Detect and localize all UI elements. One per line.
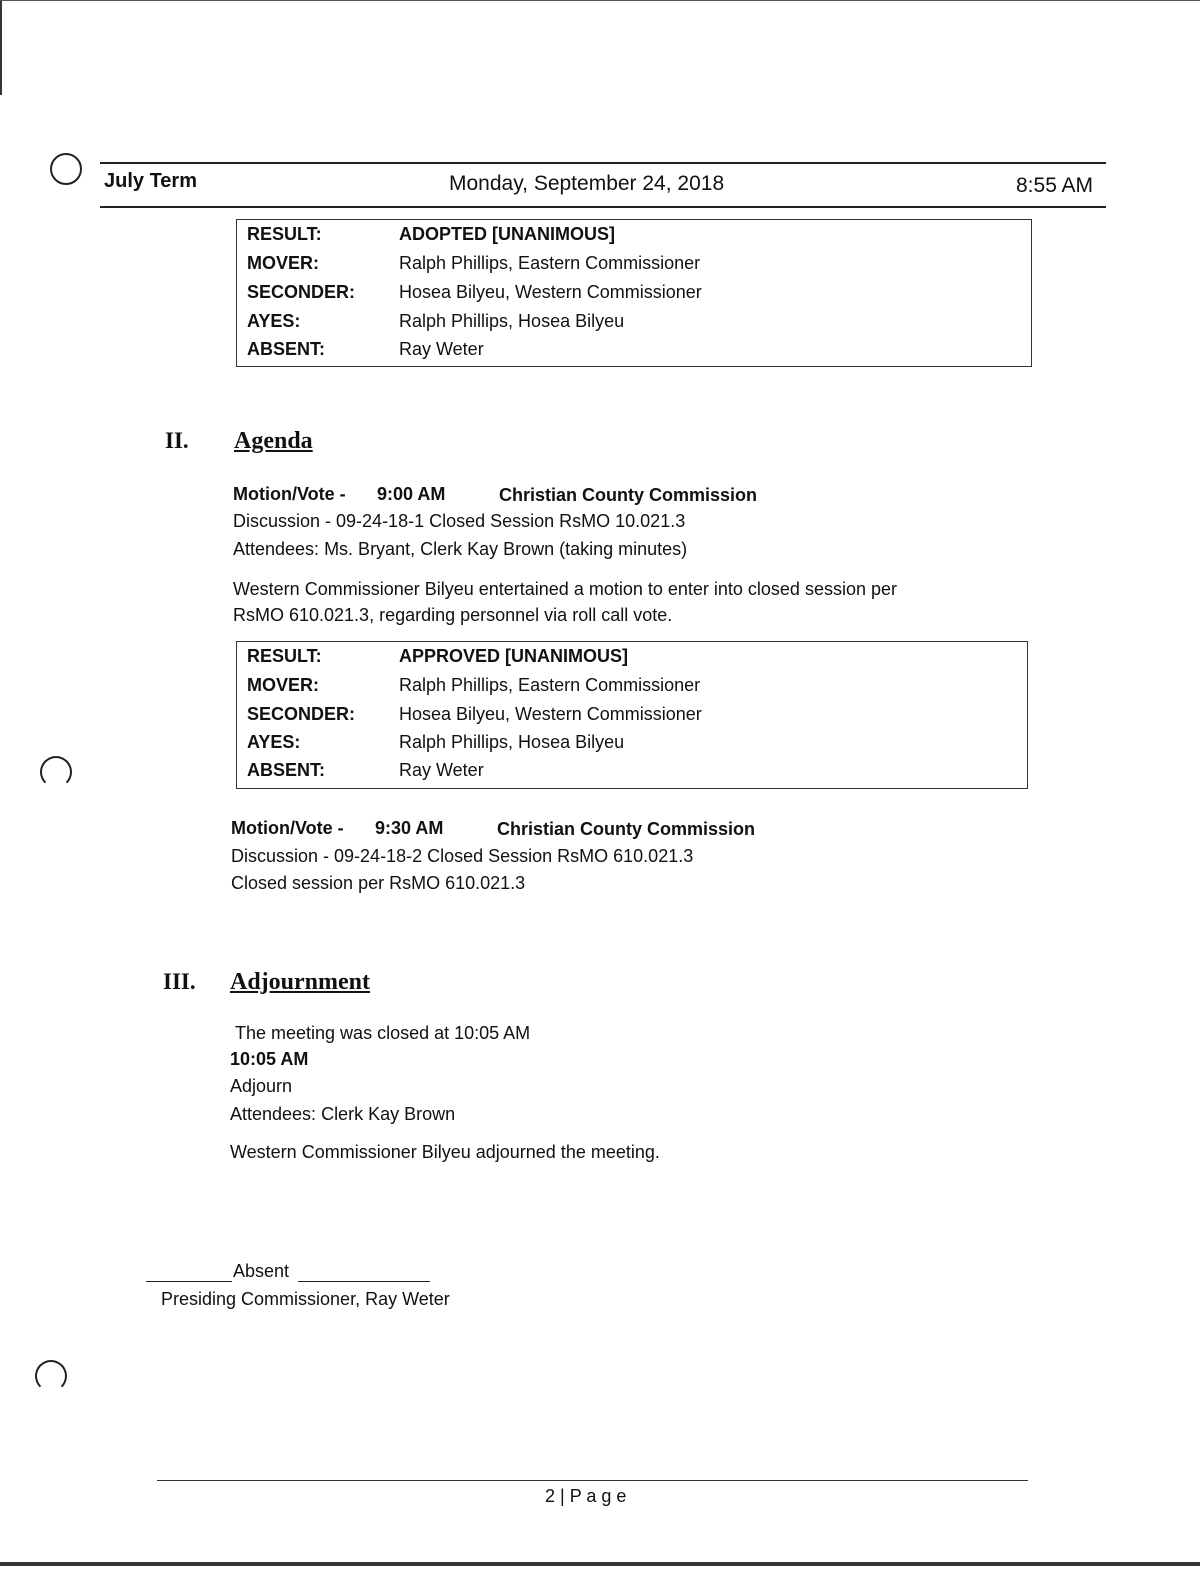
row-value: Ralph Phillips, Eastern Commissioner bbox=[399, 675, 701, 695]
signature-line-left bbox=[146, 1281, 232, 1282]
row-value: APPROVED [UNANIMOUS] bbox=[399, 646, 629, 666]
row-key: SECONDER: bbox=[247, 282, 356, 302]
closed-line: The meeting was closed at 10:05 AM bbox=[235, 1023, 531, 1043]
section-title: Agenda bbox=[234, 428, 313, 454]
row-value: Hosea Bilyeu, Western Commissioner bbox=[399, 282, 702, 302]
row-key: ABSENT: bbox=[247, 339, 326, 359]
row-key: RESULT: bbox=[247, 646, 322, 666]
section-title: Adjournment bbox=[230, 969, 371, 995]
scan-edge-top bbox=[0, 0, 1200, 1]
row-value: Ralph Phillips, Hosea Bilyeu bbox=[399, 311, 625, 331]
meeting-date: Monday, September 24, 2018 bbox=[449, 172, 725, 195]
motion-label: Motion/Vote - bbox=[233, 484, 346, 504]
row-key: MOVER: bbox=[247, 675, 319, 695]
motion-body: Christian County Commission bbox=[499, 485, 758, 505]
section-number: III. bbox=[163, 969, 196, 994]
adjourn-paragraph: Western Commissioner Bilyeu adjourned the meeting. bbox=[230, 1142, 660, 1162]
footer-rule bbox=[157, 1480, 1028, 1481]
page-number: 2 | P a g e bbox=[545, 1486, 627, 1506]
discussion-line: Discussion - 09-24-18-2 Closed Session RsMO 610.021.3 bbox=[231, 846, 694, 866]
vote-result-table bbox=[236, 219, 1032, 367]
attendees-line: Attendees: Ms. Bryant, Clerk Kay Brown (taking minutes) bbox=[233, 539, 688, 559]
punch-hole-icon bbox=[35, 1360, 67, 1392]
meeting-time: 8:55 AM bbox=[1016, 174, 1094, 197]
row-key: RESULT: bbox=[247, 224, 322, 244]
vote-result-table bbox=[236, 641, 1028, 789]
row-key: ABSENT: bbox=[247, 760, 326, 780]
signature-status: Absent bbox=[233, 1261, 290, 1281]
motion-paragraph: RsMO 610.021.3, regarding personnel via roll call vote. bbox=[233, 605, 673, 625]
row-key: AYES: bbox=[247, 732, 301, 752]
motion-time: 9:00 AM bbox=[377, 484, 446, 504]
motion-paragraph: Western Commissioner Bilyeu entertained a motion to enter into closed session per bbox=[233, 579, 897, 599]
signature-line-right bbox=[298, 1281, 430, 1282]
row-key: MOVER: bbox=[247, 253, 319, 273]
scan-edge-bottom bbox=[0, 1562, 1200, 1566]
header-rule-bottom bbox=[100, 206, 1106, 208]
discussion-line: Discussion - 09-24-18-1 Closed Session RsMO 10.021.3 bbox=[233, 511, 686, 531]
motion-body: Christian County Commission bbox=[497, 819, 756, 839]
closed-session-note: Closed session per RsMO 610.021.3 bbox=[231, 873, 526, 893]
row-value: ADOPTED [UNANIMOUS] bbox=[399, 224, 615, 244]
header-rule-top bbox=[100, 162, 1106, 164]
motion-time: 9:30 AM bbox=[375, 818, 444, 838]
attendees-line: Attendees: Clerk Kay Brown bbox=[230, 1104, 456, 1124]
scan-edge-left bbox=[0, 0, 2, 95]
row-value: Ralph Phillips, Eastern Commissioner bbox=[399, 253, 701, 273]
row-value: Ralph Phillips, Hosea Bilyeu bbox=[399, 732, 625, 752]
row-value: Ray Weter bbox=[399, 339, 484, 359]
row-value: Ray Weter bbox=[399, 760, 484, 780]
row-key: AYES: bbox=[247, 311, 301, 331]
section-number: II. bbox=[165, 428, 189, 453]
signature-caption: Presiding Commissioner, Ray Weter bbox=[161, 1289, 450, 1309]
adjourn-time: 10:05 AM bbox=[230, 1049, 309, 1069]
punch-hole-icon bbox=[50, 153, 82, 185]
row-value: Hosea Bilyeu, Western Commissioner bbox=[399, 704, 702, 724]
punch-hole-icon bbox=[40, 756, 72, 788]
term-label: July Term bbox=[104, 170, 197, 192]
motion-label: Motion/Vote - bbox=[231, 818, 344, 838]
row-key: SECONDER: bbox=[247, 704, 356, 724]
adjourn-action: Adjourn bbox=[230, 1076, 293, 1096]
